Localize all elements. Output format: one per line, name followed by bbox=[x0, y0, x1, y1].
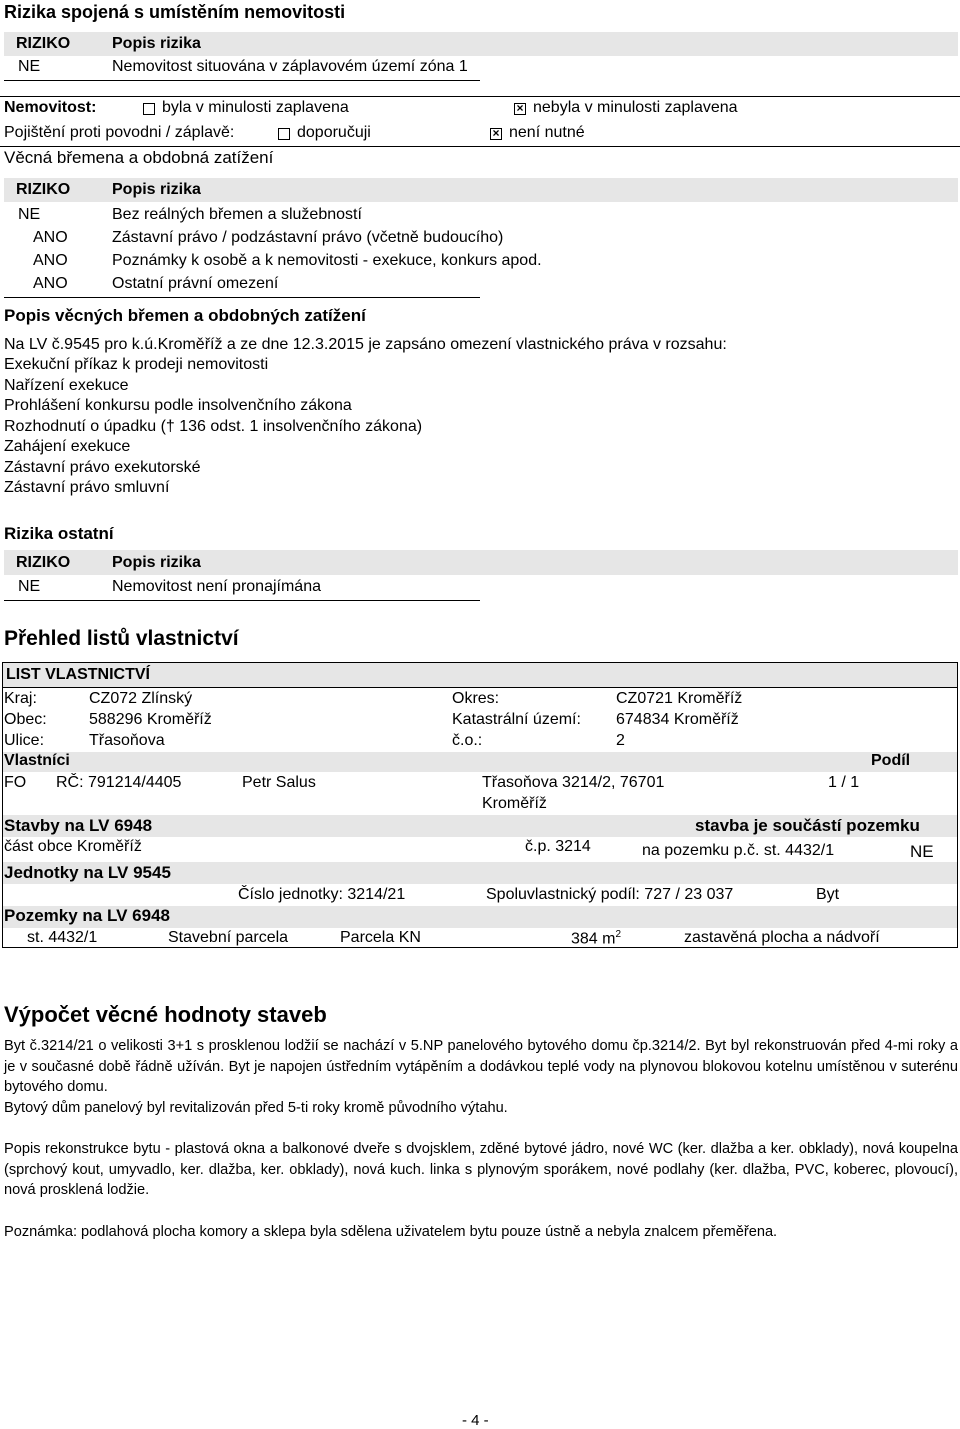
divider bbox=[4, 297, 480, 298]
land-use: zastavěná plocha a nádvoří bbox=[684, 929, 880, 946]
co-value: 2 bbox=[616, 732, 625, 749]
land-area: 384 $m^2$ bbox=[571, 929, 622, 948]
unit-number: Číslo jednotky: 3214/21 bbox=[238, 886, 406, 903]
unit-share: Spoluvlastnický podíl: 727 / 23 037 bbox=[486, 886, 734, 903]
col-desc-header: Popis rizika bbox=[112, 554, 201, 571]
easement-desc-title: Popis věcných břemen a obdobných zatížení bbox=[4, 306, 366, 325]
okres-label: Okres: bbox=[452, 690, 500, 707]
checkbox-recommend[interactable] bbox=[278, 128, 290, 140]
obec-value: 588296 Kroměříž bbox=[89, 711, 212, 728]
risk-value: ANO bbox=[33, 275, 68, 292]
section-title-ownership: Přehled listů vlastnictví bbox=[4, 627, 239, 650]
divider bbox=[0, 96, 960, 97]
risk-value: ANO bbox=[33, 229, 68, 246]
checkbox-flooded[interactable] bbox=[143, 103, 155, 115]
valuation-note: Poznámka: podlahová plocha komory a sklepa byla sdělena uživatelem bytu pouze ústně a nebyla znalcem přeměřena. bbox=[4, 1224, 778, 1240]
section-title-location-risks: Rizika spojená s umístěním nemovitosti bbox=[4, 2, 346, 22]
risk-value: NE bbox=[18, 578, 41, 595]
owners-label: Vlastníci bbox=[4, 752, 70, 769]
opt-not-flooded-label: nebyla v minulosti zaplavena bbox=[533, 99, 738, 116]
easement-desc-line: Zástavní právo smluvní bbox=[4, 479, 170, 496]
share-label: Podíl bbox=[871, 752, 911, 769]
owners-header bbox=[3, 752, 957, 772]
owner-rc: RČ: 791214/4405 bbox=[56, 774, 182, 791]
divider bbox=[4, 600, 480, 601]
opt-flooded-label: byla v minulosti zaplavena bbox=[162, 99, 349, 116]
buildings-label: Stavby na LV 6948 bbox=[4, 816, 153, 835]
obec-label: Obec: bbox=[4, 711, 47, 728]
insurance-label: Pojištění proti povodni / záplavě: bbox=[4, 124, 235, 141]
easement-desc-line: Prohlášení konkursu podle insolvenčního zákona bbox=[4, 397, 352, 414]
co-label: č.o.: bbox=[452, 732, 483, 749]
unit-type: Byt bbox=[816, 886, 840, 903]
units-label: Jednotky na LV 9545 bbox=[4, 863, 171, 882]
opt-not-needed-label: není nutné bbox=[509, 124, 585, 141]
owner-name: Petr Salus bbox=[242, 774, 316, 791]
risk-desc: Poznámky k osobě a k nemovitosti - exekuce, konkurs apod. bbox=[112, 252, 542, 269]
risk-desc: Zástavní právo / podzástavní právo (včetně budoucího) bbox=[112, 229, 504, 246]
lands-label: Pozemky na LV 6948 bbox=[4, 906, 170, 925]
land-register: Parcela KN bbox=[340, 929, 421, 946]
page-number: - 4 - bbox=[462, 1412, 489, 1429]
checkbox-not-needed[interactable]: × bbox=[490, 128, 502, 140]
ku-value: 674834 Kroměříž bbox=[616, 711, 739, 728]
easement-desc-line: Exekuční příkaz k prodeji nemovitosti bbox=[4, 356, 269, 373]
owner-address-line1: Třasoňova 3214/2, 76701 bbox=[482, 774, 665, 791]
kraj-value: CZ072 Zlínský bbox=[89, 690, 193, 707]
risk-desc: Nemovitost situována v záplavovém území zóna 1 bbox=[112, 58, 468, 75]
owner-share: 1 / 1 bbox=[828, 774, 860, 791]
risk-value: NE bbox=[18, 206, 41, 223]
owner-type: FO bbox=[4, 774, 27, 791]
section-title-easements: Věcná břemena a obdobná zatížení bbox=[4, 148, 274, 167]
building-part: část obce Kroměříž bbox=[4, 838, 142, 855]
building-part-label: stavba je součástí pozemku bbox=[695, 816, 920, 835]
col-risk-header: RIZIKO bbox=[16, 181, 71, 198]
col-desc-header: Popis rizika bbox=[112, 35, 201, 52]
checkbox-not-flooded[interactable]: × bbox=[514, 103, 526, 115]
building-parcel: na pozemku p.č. st. 4432/1 bbox=[642, 842, 835, 859]
section-title-other-risks: Rizika ostatní bbox=[4, 524, 114, 543]
section-title-valuation: Výpočet věcné hodnoty staveb bbox=[4, 1002, 327, 1027]
risk-desc: Bez reálných břemen a služebností bbox=[112, 206, 362, 223]
risk-desc: Nemovitost není pronajímána bbox=[112, 578, 321, 595]
risk-value: ANO bbox=[33, 252, 68, 269]
valuation-paragraph: Popis rekonstrukce bytu - plastová okna a balkonové dveře s dvojsklem, zděné bytové jádro, nové WC (ker. dlažba a ker. obklady), nová koupelna (sprchový kout, umyvadlo, ker. dlažba, ker. obklady), nová kuch. linka s plynovým sporákem, nové podlahy (ker. dlažba, PVC, koberec, plovoucí), nová prosklená lodžie. bbox=[4, 1141, 958, 1198]
divider bbox=[0, 146, 960, 147]
ulice-value: Třasoňova bbox=[89, 732, 165, 749]
easement-desc-line: Zástavní právo exekutorské bbox=[4, 459, 201, 476]
land-kind: Stavební parcela bbox=[168, 929, 289, 946]
col-risk-header: RIZIKO bbox=[16, 554, 71, 571]
col-desc-header: Popis rizika bbox=[112, 181, 201, 198]
divider bbox=[3, 687, 957, 688]
area-unit-superscript: 2 bbox=[615, 929, 622, 940]
divider bbox=[4, 80, 480, 81]
land-number: st. 4432/1 bbox=[27, 929, 98, 946]
property-label: Nemovitost: bbox=[4, 99, 97, 116]
valuation-paragraph: Byt č.3214/21 o velikosti 3+1 s prosklenou lodžií se nachází v 5.NP panelového bytového domu čp.3214/2. Byt byl rekonstruován před 4-mi roky a je v současné době řádně užíván. Byt je napojen ústředním vytápěním a dodávkou teplé vody na plynovou blokovou kotelnu umístěnou v suterénu bytového domu. bbox=[4, 1038, 958, 1095]
risk-value: NE bbox=[18, 58, 41, 75]
ulice-label: Ulice: bbox=[4, 732, 45, 749]
easement-desc-line: Zahájení exekuce bbox=[4, 438, 131, 455]
building-flag: NE bbox=[910, 842, 934, 861]
ku-label: Katastrální území: bbox=[452, 711, 581, 728]
easement-desc-line: Rozhodnutí o úpadku († 136 odst. 1 insolvenčního zákona) bbox=[4, 418, 423, 435]
valuation-paragraph: Bytový dům panelový byl revitalizován před 5-ti roky kromě původního výtahu. bbox=[4, 1100, 508, 1116]
building-cp: č.p. 3214 bbox=[525, 838, 591, 855]
easement-desc-line: Na LV č.9545 pro k.ú.Kroměříž a ze dne 12.3.2015 je zapsáno omezení vlastnického práva v rozsahu: bbox=[4, 336, 727, 353]
opt-recommend-label: doporučuji bbox=[297, 124, 371, 141]
ownership-box-title: LIST VLASTNICTVÍ bbox=[6, 666, 150, 683]
easement-desc-line: Nařízení exekuce bbox=[4, 377, 129, 394]
col-risk-header: RIZIKO bbox=[16, 35, 71, 52]
risk-desc: Ostatní právní omezení bbox=[112, 275, 279, 292]
owner-address-line2: Kroměříž bbox=[482, 795, 547, 812]
kraj-label: Kraj: bbox=[4, 690, 37, 707]
okres-value: CZ0721 Kroměříž bbox=[616, 690, 743, 707]
